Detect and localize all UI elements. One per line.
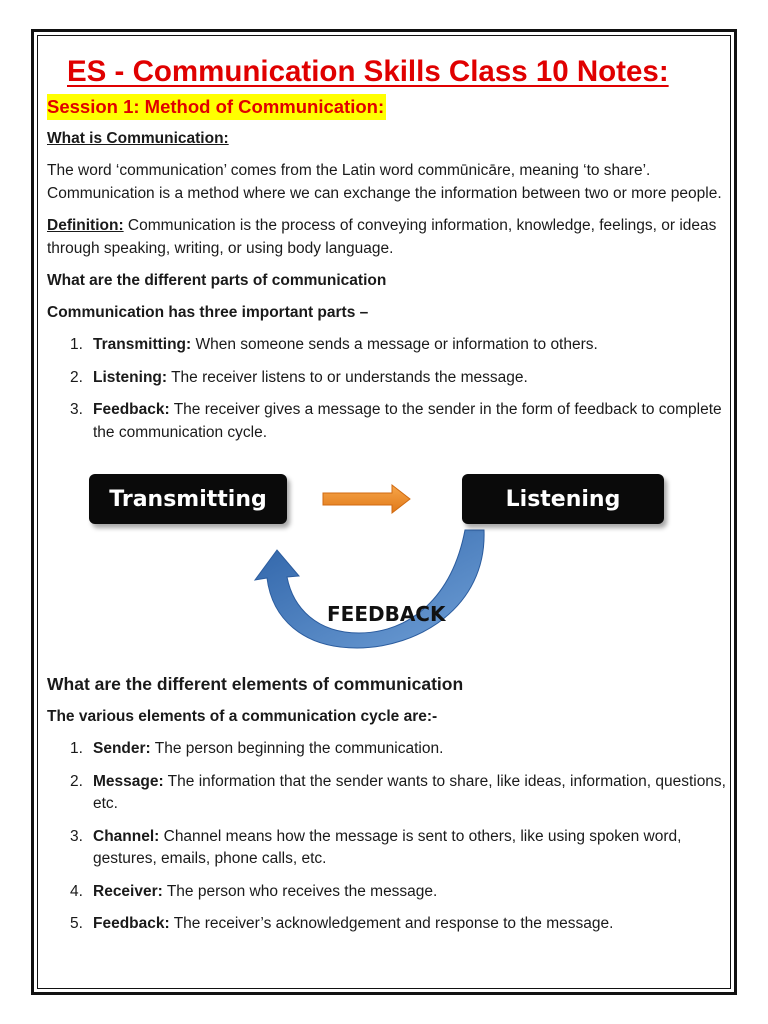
list-number: 2. [70,772,83,790]
list-item-label: Channel: [93,827,160,845]
list-item [47,367,727,390]
communication-cycle-diagram [47,458,727,658]
list-item-label: Message: [93,772,164,790]
feedback-curve-arrow-icon [255,530,484,648]
list-number: 5. [70,915,83,932]
list-item [47,738,727,761]
session-heading: Session 1: Method of Communication: [47,94,386,120]
list-number: 3. [70,401,83,418]
list-item-text: Channel means how the message is sent to others, like using spoken word, gestures, emails, phone calls, etc. [93,827,682,867]
list-item-text: The person who receives the message. [162,882,438,900]
parts-intro: Communication has three important parts – [47,304,369,321]
elements-heading: What are the different elements of communication [47,674,464,694]
list-item-text: The receiver gives a message to the sender in the form of feedback to complete the communication cycle. [93,401,722,441]
list-item-text: The information that the sender wants to share, like ideas, information, questions, etc. [93,772,726,812]
page-title: ES - Communication Skills Class 10 Notes: [67,55,669,88]
definition-label: Definition: [47,217,124,234]
list-number: 1. [70,336,83,353]
list-item [47,334,727,357]
definition-paragraph [47,215,727,260]
list-item [47,913,727,936]
list-item-label: Transmitting: [93,336,192,353]
elements-list [47,738,727,936]
document-content [47,54,727,936]
elements-intro: The various elements of a communication cycle are:- [47,708,438,725]
list-item-label: Sender: [93,740,151,757]
list-number: 3. [70,827,83,845]
list-number: 2. [70,368,83,386]
listening-box: Listening [462,474,664,524]
list-item-text: The receiver listens to or understands the message. [167,368,528,386]
list-item-label: Listening: [93,368,168,386]
list-number: 4. [70,882,83,900]
list-number: 1. [70,740,83,757]
list-item-text: The receiver’s acknowledgement and response to the message. [169,915,614,932]
list-item [47,881,727,904]
list-item-text: When someone sends a message or information to others. [191,336,598,353]
list-item [47,826,727,871]
forward-arrow-icon [323,485,410,513]
list-item [47,771,727,816]
list-item-label: Receiver: [93,882,163,900]
what-is-heading: What is Communication: [47,130,229,147]
definition-text: Communication is the process of conveying information, knowledge, feelings, or ideas through speaking, writing, or using body language. [47,217,717,257]
what-is-paragraph: The word ‘communication’ comes from the Latin word commūnicāre, meaning ‘to share’. Communication is a method where we can exchange the information between two or more people. [47,162,722,202]
feedback-label: FEEDBACK [327,602,446,626]
list-item-text: The person beginning the communication. [150,740,444,757]
parts-heading: What are the different parts of communication [47,272,387,289]
list-item-label: Feedback: [93,915,170,932]
parts-list [47,334,727,444]
list-item [47,399,727,444]
list-item-label: Feedback: [93,401,170,418]
transmitting-box: Transmitting [89,474,287,524]
